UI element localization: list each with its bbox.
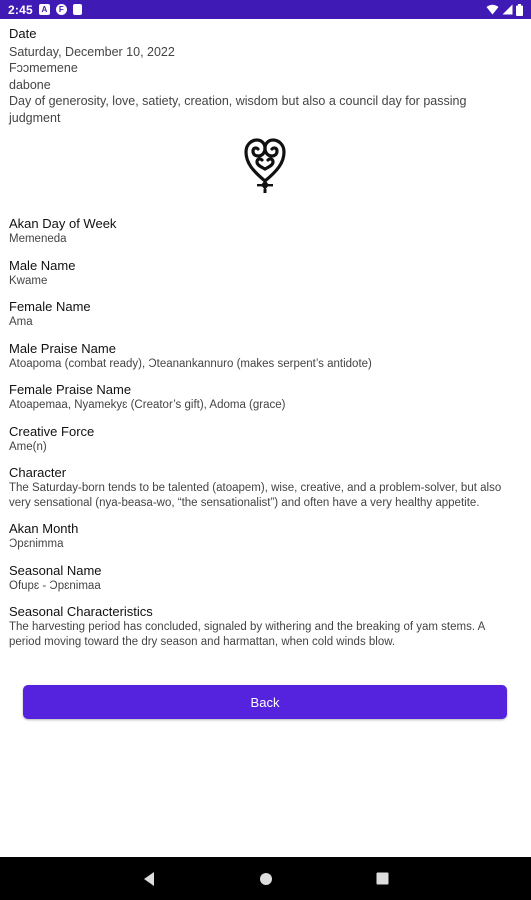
info-fields bbox=[9, 215, 517, 659]
wifi-icon bbox=[486, 4, 499, 15]
field-label: Male Praise Name bbox=[9, 340, 116, 356]
field-seasonal-characteristics bbox=[9, 603, 517, 649]
signal-icon bbox=[502, 4, 513, 15]
date-value: Saturday, December 10, 2022 bbox=[9, 44, 175, 59]
navigation-bar bbox=[0, 857, 531, 900]
field-akan-month bbox=[9, 520, 517, 552]
status-left bbox=[8, 3, 82, 17]
field-label: Seasonal Characteristics bbox=[9, 604, 153, 619]
notification-f-icon: F bbox=[56, 4, 67, 15]
field-value: Ofupɛ - Ɔpɛnimaa bbox=[9, 579, 101, 592]
field-value: Atoapemaa, Nyamekyɛ (Creator’s gift), Adoma (grace) bbox=[9, 399, 286, 411]
field-creative-force bbox=[9, 423, 517, 455]
sd-card-icon bbox=[73, 4, 82, 15]
field-label: Female Name bbox=[9, 299, 91, 314]
field-value: The harvesting period has concluded, signaled by withering and the breaking of yam stems. A period moving toward the dry season and harmattan, when cold winds blow. bbox=[9, 621, 485, 648]
nav-home-icon[interactable] bbox=[256, 869, 276, 889]
field-value: Atoapoma (combat ready), Ɔteanankannuro (makes serpent’s antidote) bbox=[9, 357, 372, 370]
akan-day-qualifier: dabone bbox=[9, 77, 51, 92]
field-character bbox=[9, 464, 517, 510]
field-female-name bbox=[9, 298, 517, 330]
field-label: Male Name bbox=[9, 257, 76, 273]
field-value: The Saturday-born tends to be talented (atoapem), wise, creative, and a problem-solver, but also very sensational (nya-beasa-wo, “the sensationalist”) and often have a very healthy appetite. bbox=[9, 482, 502, 509]
nav-recents-icon[interactable] bbox=[373, 869, 393, 889]
field-value: Kwame bbox=[9, 274, 48, 287]
back-button[interactable]: Back bbox=[23, 685, 507, 719]
field-male-name bbox=[9, 257, 517, 289]
date-heading: Date bbox=[9, 26, 37, 41]
field-label: Seasonal Name bbox=[9, 562, 102, 578]
field-label: Akan Month bbox=[9, 521, 79, 536]
nav-back-icon[interactable] bbox=[139, 869, 159, 889]
status-bar bbox=[0, 0, 531, 19]
content bbox=[9, 26, 517, 126]
notification-a-icon: A bbox=[39, 4, 50, 15]
status-time: 2:45 bbox=[8, 2, 33, 17]
field-female-praise-name bbox=[9, 381, 517, 413]
field-label: Female Praise Name bbox=[9, 382, 132, 397]
field-male-praise-name bbox=[9, 340, 517, 372]
field-value: Ɔpɛnimma bbox=[9, 538, 64, 550]
field-akan-day-of-week bbox=[9, 215, 517, 247]
field-seasonal-name bbox=[9, 562, 517, 594]
status-right bbox=[486, 4, 523, 16]
field-value: Memeneda bbox=[9, 233, 67, 245]
field-value: Ama bbox=[9, 316, 33, 328]
akan-day-name: Fɔɔmemene bbox=[9, 61, 78, 75]
field-label: Akan Day of Week bbox=[9, 216, 117, 231]
day-description: Day of generosity, love, satiety, creation, wisdom but also a council day for passing judgment bbox=[9, 94, 467, 125]
field-label: Creative Force bbox=[9, 423, 95, 439]
sankofa-heart-icon bbox=[243, 137, 287, 195]
field-value: Ame(n) bbox=[9, 440, 47, 453]
field-label: Character bbox=[9, 465, 67, 480]
battery-icon bbox=[516, 4, 523, 16]
date-block bbox=[9, 26, 517, 126]
